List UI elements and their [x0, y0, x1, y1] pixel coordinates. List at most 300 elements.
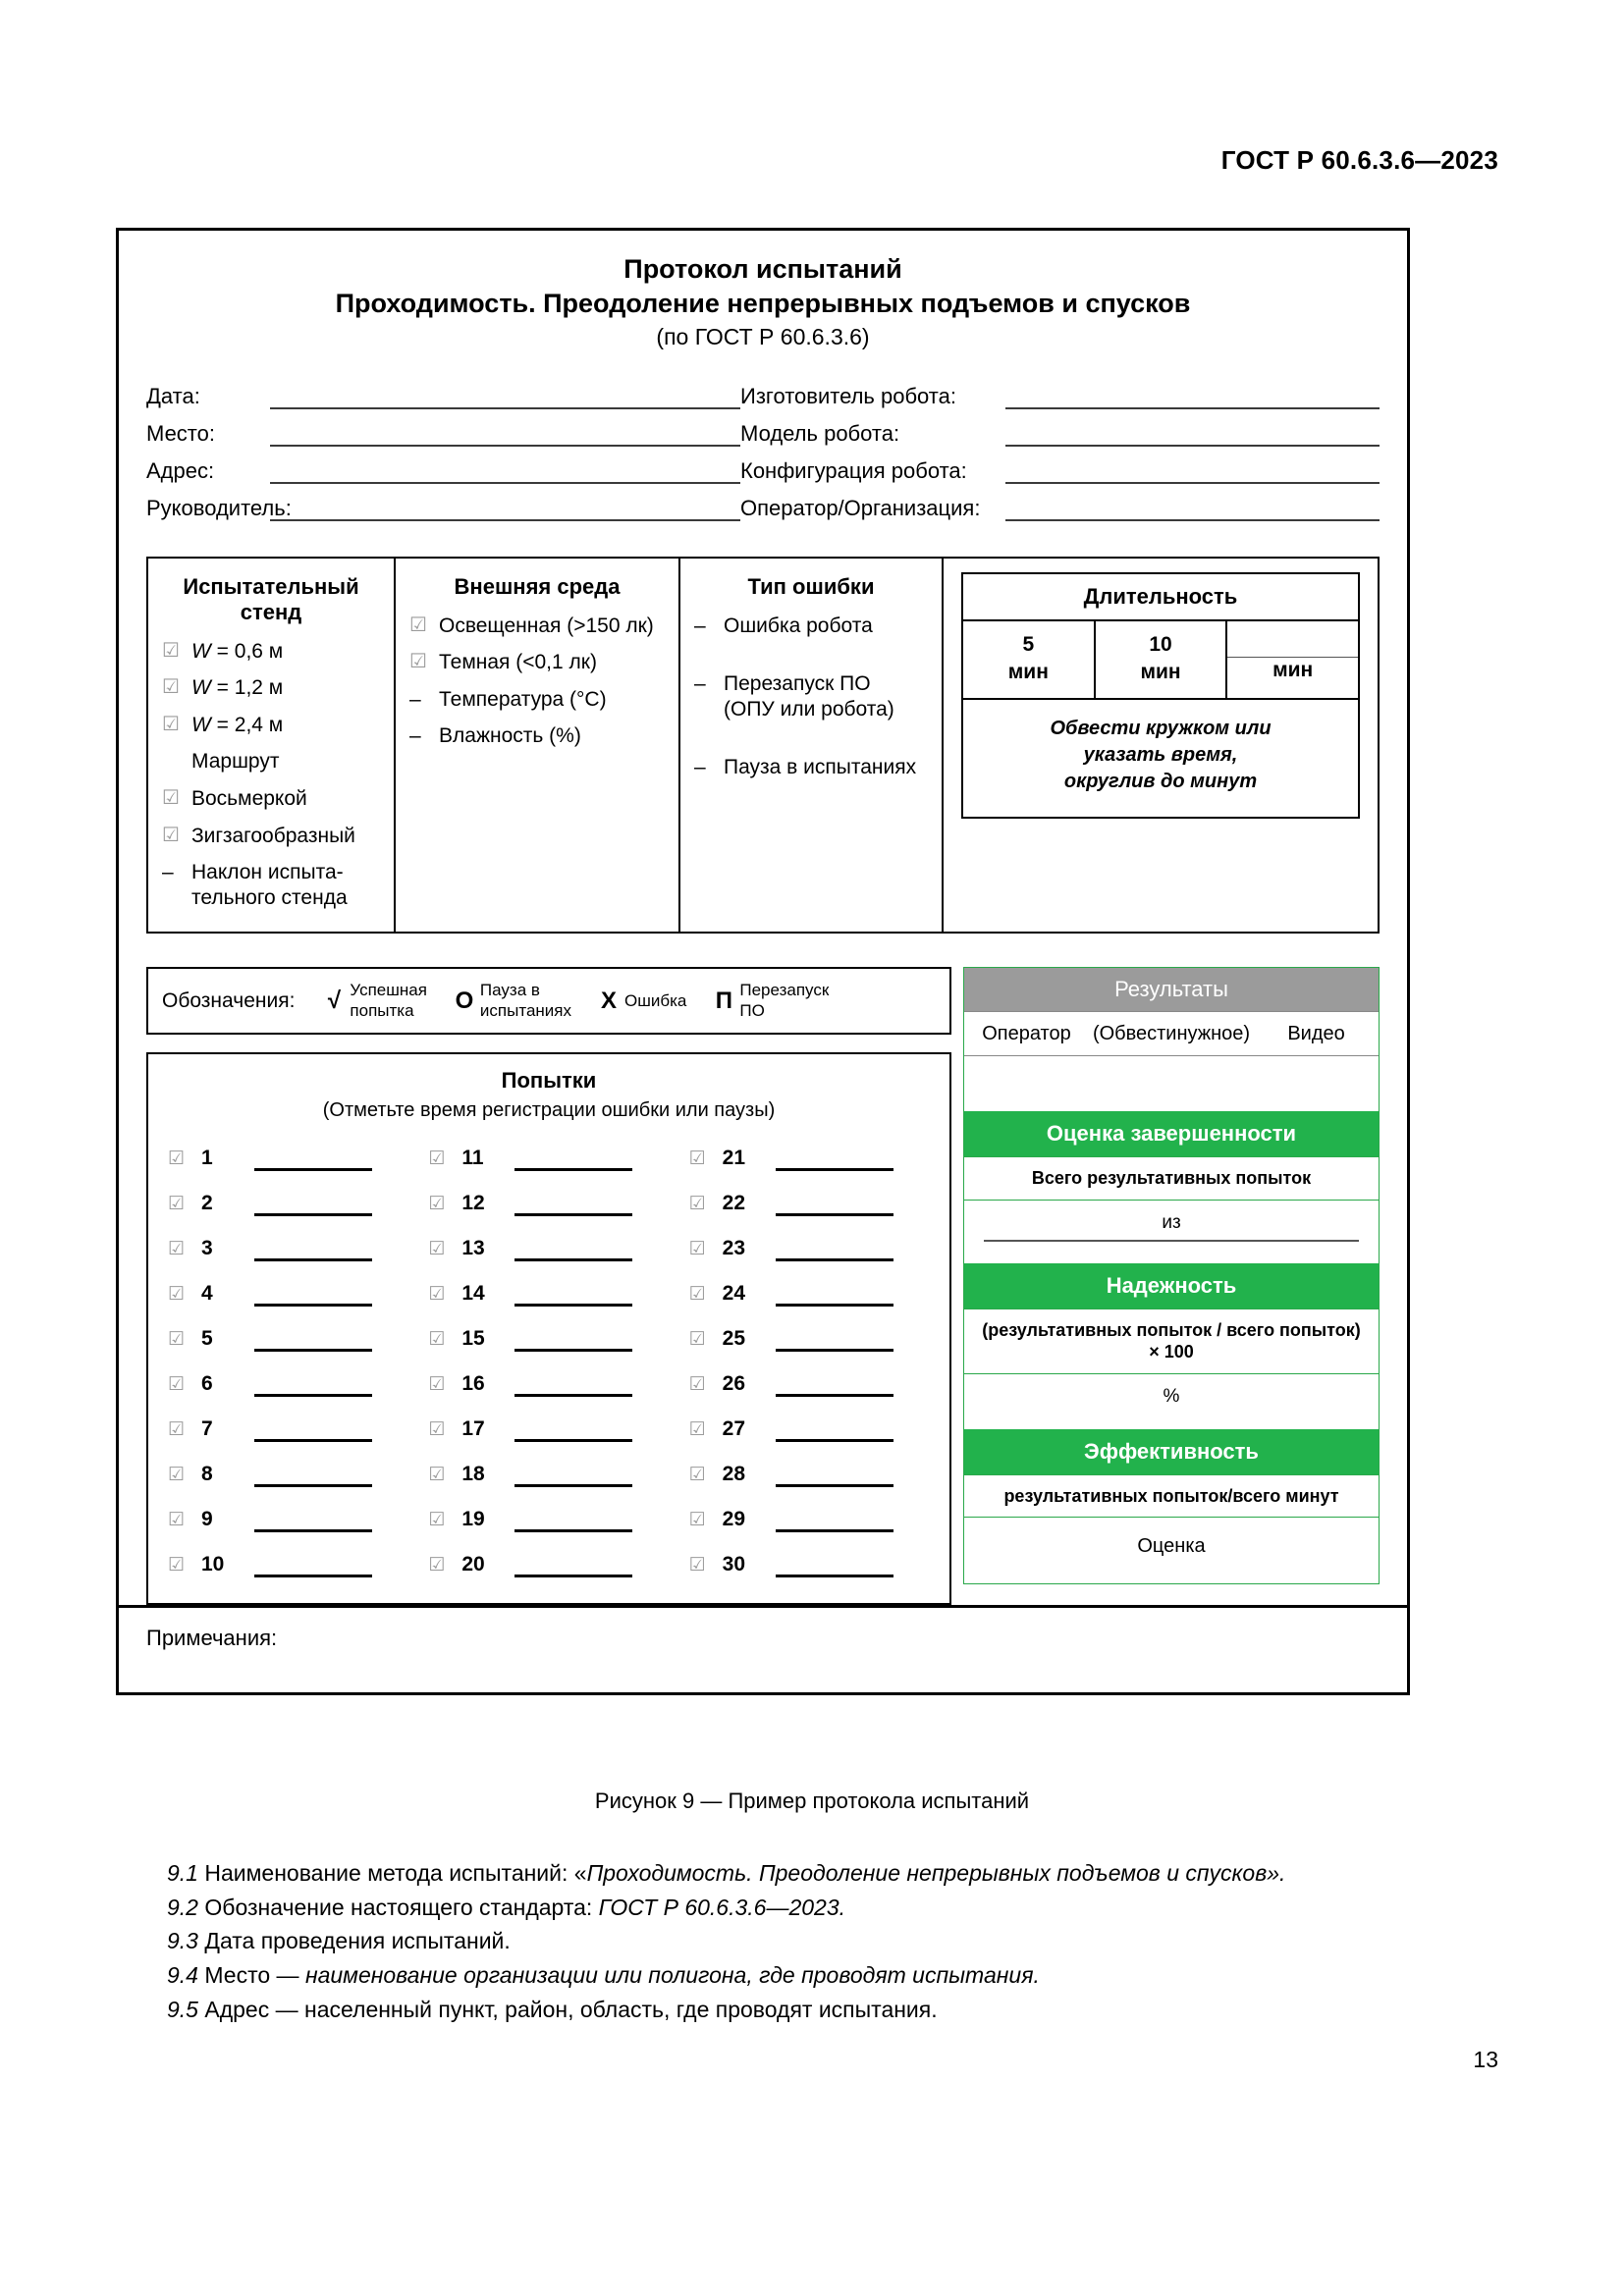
- results-header: Результаты: [964, 968, 1379, 1011]
- efficiency-formula: результативных попыток/всего минут: [964, 1474, 1379, 1518]
- attempt-row[interactable]: [418, 1542, 678, 1587]
- notes-row[interactable]: [119, 1605, 1407, 1692]
- option-label-dark: Темная (<0,1 лк): [439, 651, 597, 674]
- paragraph-9-5-number: 9.5: [167, 1996, 198, 2022]
- completeness-header: Оценка завершенности: [964, 1111, 1379, 1156]
- config-header-testbed: Испытательный стенд: [183, 573, 359, 624]
- option-label-software-restart: [724, 671, 928, 721]
- checkbox-icon[interactable]: ☑: [688, 1373, 706, 1395]
- duration-value-5: 5: [1022, 632, 1035, 656]
- option-w24[interactable]: [162, 713, 380, 738]
- attempt-time-input[interactable]: [514, 1192, 632, 1216]
- option-incline[interactable]: [162, 860, 380, 910]
- pi-letter-icon: П: [715, 987, 732, 1014]
- legend-label-pause-line2: испытаниях: [479, 1000, 571, 1020]
- results-section: [963, 967, 1380, 1584]
- attempt-row[interactable]: [158, 1362, 418, 1407]
- checkbox-icon[interactable]: ☑: [168, 1283, 186, 1305]
- option-zigzag[interactable]: [162, 824, 380, 849]
- checkbox-icon[interactable]: ☑: [688, 1554, 706, 1575]
- protocol-title-line1: Протокол испытаний: [623, 254, 902, 284]
- results-col-circle-line1: (Обвести: [1092, 1023, 1177, 1045]
- option-label-w06: W = 0,6 м: [191, 639, 284, 663]
- option-label-w24: W = 2,4 м: [191, 713, 284, 736]
- field-input-configuration[interactable]: [1005, 453, 1380, 484]
- attempt-number: 22: [722, 1192, 746, 1215]
- config-column-environment: [394, 559, 678, 933]
- field-input-place[interactable]: [270, 415, 740, 447]
- attempt-row[interactable]: [679, 1316, 940, 1362]
- attempt-time-input[interactable]: [776, 1553, 893, 1577]
- duration-table: [961, 572, 1360, 820]
- config-header-error-type: Тип ошибки: [747, 573, 875, 599]
- checkbox-icon[interactable]: ☑: [688, 1283, 706, 1305]
- option-label-software-restart-line2: (ОПУ или робота): [724, 697, 894, 721]
- notes-label: Примечания:: [146, 1626, 278, 1651]
- checkbox-icon[interactable]: ☑: [162, 676, 180, 699]
- attempt-time-input[interactable]: [254, 1147, 372, 1171]
- attempt-row[interactable]: [418, 1181, 678, 1226]
- duration-unit-custom: мин: [1272, 658, 1314, 681]
- checkbox-icon[interactable]: ☑: [168, 1418, 186, 1440]
- attempt-time-input[interactable]: [776, 1508, 893, 1532]
- duration-options-row: [963, 621, 1358, 701]
- field-row-place: [146, 409, 740, 447]
- protocol-title-reference: (по ГОСТ Р 60.6.3.6): [656, 324, 870, 350]
- checkbox-icon[interactable]: ☑: [162, 824, 180, 846]
- option-label-figure-eight: Восьмеркой: [191, 787, 307, 811]
- checkbox-icon[interactable]: ☑: [688, 1464, 706, 1485]
- results-entry-row[interactable]: [964, 1055, 1379, 1111]
- attempt-time-input[interactable]: [514, 1282, 632, 1307]
- duration-unit-5: мин: [1007, 660, 1049, 683]
- attempt-row[interactable]: [418, 1362, 678, 1407]
- paragraph-9-2-number: 9.2: [167, 1894, 198, 1920]
- attempt-time-input[interactable]: [514, 1417, 632, 1442]
- configuration-table: [146, 557, 1380, 934]
- attempt-row[interactable]: [158, 1316, 418, 1362]
- checkbox-icon[interactable]: ☑: [688, 1418, 706, 1440]
- checkbox-icon[interactable]: ☑: [428, 1418, 446, 1440]
- field-label-address: Адрес:: [146, 457, 215, 483]
- reliability-formula-line2: × 100: [1149, 1342, 1194, 1362]
- legend-item-restart: [708, 981, 829, 1021]
- checkbox-icon[interactable]: ☑: [428, 1328, 446, 1350]
- legend-item-pause: [449, 981, 571, 1021]
- checkbox-icon[interactable]: ☑: [428, 1148, 446, 1169]
- attempt-number: 14: [461, 1282, 485, 1306]
- attempt-time-input[interactable]: [254, 1553, 372, 1577]
- paragraph-9-5-text: Адрес — населенный пункт, район, область, где проводят испытания.: [204, 1996, 938, 2022]
- field-row-operator-org: [740, 484, 1380, 521]
- option-label-robot-error: Ошибка робота: [724, 614, 873, 637]
- attempt-row[interactable]: [679, 1362, 940, 1407]
- attempt-number: 24: [722, 1282, 746, 1306]
- attempt-number: 8: [201, 1463, 213, 1486]
- attempt-time-input[interactable]: [514, 1147, 632, 1171]
- completeness-of-label: из: [1162, 1211, 1181, 1233]
- option-label-software-restart-line1: Перезапуск ПО: [724, 672, 871, 696]
- completeness-label: Всего результативных попыток: [964, 1156, 1379, 1200]
- legend-label-error: Ошибка: [623, 990, 687, 1010]
- option-label-zigzag: Зигзагообразный: [191, 824, 355, 847]
- attempt-number: 1: [201, 1147, 213, 1170]
- fields-divider: [119, 527, 1407, 557]
- attempt-row[interactable]: [418, 1316, 678, 1362]
- field-row-model: [740, 409, 1380, 447]
- attempt-number: 15: [461, 1327, 485, 1351]
- attempt-time-input[interactable]: [776, 1192, 893, 1216]
- field-label-configuration: Конфигурация робота:: [740, 457, 967, 483]
- legend-item-success: [318, 981, 427, 1021]
- attempts-subheader: (Отметьте время регистрации ошибки или паузы): [322, 1099, 776, 1122]
- attempt-row[interactable]: [418, 1226, 678, 1271]
- legend-bar: [146, 967, 951, 1035]
- dash-icon: –: [694, 614, 706, 637]
- efficiency-value[interactable]: Оценка: [964, 1517, 1379, 1583]
- attempt-row[interactable]: [679, 1181, 940, 1226]
- reliability-unit: %: [1163, 1385, 1180, 1407]
- checkbox-icon[interactable]: ☑: [688, 1509, 706, 1530]
- paragraph-9-3-text: Дата проведения испытаний.: [204, 1928, 511, 1954]
- paragraph-9-3-number: 9.3: [167, 1928, 198, 1954]
- results-table: [963, 967, 1380, 1584]
- attempt-row[interactable]: [418, 1497, 678, 1542]
- reliability-formula: [964, 1308, 1379, 1373]
- attempts-column-1: [158, 1136, 418, 1587]
- attempt-time-input[interactable]: [776, 1147, 893, 1171]
- duration-custom-divider: [1227, 657, 1358, 658]
- attempt-time-input[interactable]: [254, 1282, 372, 1307]
- checkbox-icon[interactable]: ☑: [162, 639, 180, 662]
- option-w12[interactable]: [162, 675, 380, 701]
- config-column-error-type: [678, 559, 942, 933]
- config-column-duration: [942, 559, 1378, 933]
- results-col-video: Видео: [1287, 1023, 1345, 1045]
- checkbox-icon[interactable]: ☑: [428, 1283, 446, 1305]
- duration-note-line1: Обвести кружком или: [1050, 718, 1272, 740]
- attempt-row[interactable]: [158, 1452, 418, 1497]
- checkbox-icon[interactable]: ☑: [409, 614, 427, 636]
- attempt-time-input[interactable]: [254, 1327, 372, 1352]
- paragraph-9-4-number: 9.4: [167, 1961, 198, 1988]
- reliability-value[interactable]: [964, 1373, 1379, 1429]
- attempt-time-input[interactable]: [514, 1463, 632, 1487]
- checkbox-icon[interactable]: ☑: [428, 1373, 446, 1395]
- attempt-time-input[interactable]: [776, 1372, 893, 1397]
- checkbox-icon[interactable]: ☑: [688, 1148, 706, 1169]
- checkbox-icon[interactable]: ☑: [428, 1238, 446, 1259]
- attempt-row[interactable]: [679, 1542, 940, 1587]
- legend-label-pause-line1: Пауза в: [479, 981, 540, 1000]
- attempt-number: 27: [722, 1417, 746, 1441]
- attempt-number: 4: [201, 1282, 213, 1306]
- option-label-incline: [191, 860, 380, 910]
- attempt-time-input[interactable]: [776, 1327, 893, 1352]
- attempts-section: [146, 967, 951, 1605]
- protocol-title-block: [119, 231, 1407, 360]
- attempt-row[interactable]: [158, 1271, 418, 1316]
- field-input-supervisor[interactable]: [270, 490, 740, 521]
- checkbox-icon[interactable]: ☑: [428, 1554, 446, 1575]
- checkbox-icon[interactable]: ☑: [162, 787, 180, 810]
- attempt-number: 6: [201, 1372, 213, 1396]
- legend-title: Обозначения:: [162, 988, 296, 1012]
- duration-note: [963, 700, 1358, 817]
- attempt-row[interactable]: [679, 1407, 940, 1452]
- attempt-number: 25: [722, 1327, 746, 1351]
- option-lit[interactable]: [409, 614, 665, 639]
- checkbox-icon[interactable]: ☑: [168, 1328, 186, 1350]
- attempt-time-input[interactable]: [514, 1372, 632, 1397]
- attempt-number: 13: [461, 1237, 485, 1260]
- config-column-testbed: [148, 559, 394, 933]
- attempt-number: 10: [201, 1553, 225, 1576]
- attempt-time-input[interactable]: [514, 1237, 632, 1261]
- duration-option-5min[interactable]: [963, 621, 1094, 699]
- checkbox-icon[interactable]: ☑: [162, 713, 180, 735]
- dash-icon: –: [409, 687, 421, 711]
- legend-label-restart: [739, 981, 829, 1021]
- checkbox-icon[interactable]: ☑: [168, 1238, 186, 1259]
- field-row-address: [146, 447, 740, 484]
- field-label-supervisor: Руководитель:: [146, 495, 292, 520]
- checkbox-icon[interactable]: ☑: [688, 1328, 706, 1350]
- duration-note-line2: указать время,: [1083, 744, 1238, 767]
- attempt-row[interactable]: [679, 1497, 940, 1542]
- attempt-time-input[interactable]: [254, 1192, 372, 1216]
- attempt-row[interactable]: [418, 1407, 678, 1452]
- field-row-configuration: [740, 447, 1380, 484]
- option-label-test-pause: Пауза в испытаниях: [724, 756, 917, 779]
- results-col-circle-needed: [1089, 1012, 1254, 1055]
- attempt-number: 30: [722, 1553, 746, 1576]
- results-col-operator: Оператор: [982, 1023, 1071, 1045]
- identity-fields-right: [740, 372, 1380, 521]
- attempt-time-input[interactable]: [254, 1463, 372, 1487]
- legend-label-success-line1: Успешная: [350, 981, 427, 1000]
- attempt-row[interactable]: [679, 1136, 940, 1181]
- attempt-number: 2: [201, 1192, 213, 1215]
- option-temperature[interactable]: [409, 687, 665, 713]
- attempt-number: 26: [722, 1372, 746, 1396]
- attempt-number: 28: [722, 1463, 746, 1486]
- paragraph-9-1-text: Наименование метода испытаний: «: [204, 1860, 587, 1886]
- legend-item-error: [593, 988, 686, 1015]
- paragraph-9-1-number: 9.1: [167, 1860, 198, 1886]
- paragraph-9-2-italic: ГОСТ Р 60.6.3.6—2023.: [598, 1894, 846, 1920]
- attempts-column-3: [679, 1136, 940, 1587]
- paragraph-9-1-italic: Проходимость. Преодоление непрерывных подъемов и спусков: [586, 1860, 1268, 1886]
- field-input-manufacturer[interactable]: [1005, 378, 1380, 409]
- attempt-time-input[interactable]: [254, 1372, 372, 1397]
- attempt-time-input[interactable]: [254, 1417, 372, 1442]
- dash-icon: –: [162, 861, 174, 884]
- attempts-column-2: [418, 1136, 678, 1587]
- option-test-pause[interactable]: [694, 755, 928, 780]
- dash-icon: –: [409, 724, 421, 748]
- attempt-row[interactable]: [679, 1226, 940, 1271]
- checkbox-icon[interactable]: ☑: [168, 1148, 186, 1169]
- identity-fields: [119, 360, 1407, 527]
- duration-option-custom[interactable]: [1225, 621, 1358, 699]
- paragraph-9-1-tail: ».: [1267, 1860, 1286, 1886]
- paragraph-9-3: [116, 1925, 1412, 1957]
- results-columns-header: [964, 1011, 1379, 1055]
- legend-label-success: [350, 981, 427, 1021]
- attempt-number: 18: [461, 1463, 485, 1486]
- field-input-model[interactable]: [1005, 415, 1380, 447]
- attempt-number: 29: [722, 1508, 746, 1531]
- attempt-row[interactable]: [158, 1497, 418, 1542]
- field-label-place: Место:: [146, 420, 215, 446]
- paragraph-9-4: [116, 1959, 1412, 1992]
- option-dark[interactable]: [409, 650, 665, 675]
- duration-value-10: 10: [1149, 632, 1172, 656]
- attempt-number: 21: [722, 1147, 746, 1170]
- attempt-number: 20: [461, 1553, 485, 1576]
- checkbox-icon[interactable]: ☑: [688, 1238, 706, 1259]
- attempt-row[interactable]: [158, 1226, 418, 1271]
- attempt-time-input[interactable]: [776, 1417, 893, 1442]
- paragraph-9-2: [116, 1892, 1412, 1924]
- body-paragraphs: [116, 1857, 1412, 2027]
- checkbox-icon[interactable]: ☑: [428, 1509, 446, 1530]
- attempt-time-input[interactable]: [776, 1237, 893, 1261]
- attempt-number: 16: [461, 1372, 485, 1396]
- paragraph-9-2-text: Обозначение настоящего стандарта:: [204, 1894, 599, 1920]
- option-humidity[interactable]: [409, 723, 665, 749]
- field-label-model: Модель робота:: [740, 420, 900, 446]
- field-row-manufacturer: [740, 372, 1380, 409]
- paragraph-9-4-text: Место —: [204, 1961, 305, 1988]
- completeness-input-line[interactable]: [984, 1240, 1359, 1242]
- option-label-humidity: Влажность (%): [439, 724, 581, 748]
- protocol-form: [116, 228, 1410, 1695]
- config-header-environment: Внешняя среда: [454, 573, 621, 599]
- efficiency-header: Эффективность: [964, 1429, 1379, 1474]
- paragraph-9-1: [116, 1857, 1412, 1890]
- legend-label-restart-line2: ПО: [739, 1000, 765, 1020]
- attempt-row[interactable]: [679, 1271, 940, 1316]
- attempts-grid: [158, 1136, 940, 1587]
- attempt-row[interactable]: [158, 1542, 418, 1587]
- option-label-lit: Освещенная (>150 лк): [439, 614, 654, 637]
- page-number: 13: [1473, 2047, 1498, 2072]
- legend-label-restart-line1: Перезапуск: [739, 981, 830, 1000]
- field-label-date: Дата:: [146, 383, 200, 408]
- results-col-circle-line2: нужное): [1176, 1023, 1251, 1045]
- field-label-operator-org: Оператор/Организация:: [740, 495, 981, 520]
- checkbox-icon[interactable]: ☑: [168, 1464, 186, 1485]
- paragraph-9-5: [116, 1994, 1412, 2026]
- x-mark-icon: X: [600, 987, 617, 1014]
- field-label-manufacturer: Изготовитель робота:: [740, 383, 956, 408]
- attempt-row[interactable]: [418, 1136, 678, 1181]
- attempt-row[interactable]: [418, 1452, 678, 1497]
- subgroup-label-route: Маршрут: [191, 750, 280, 774]
- lower-section: [119, 934, 1407, 1605]
- field-input-date[interactable]: [270, 378, 740, 409]
- attempt-number: 11: [461, 1147, 484, 1170]
- field-input-address[interactable]: [270, 453, 740, 484]
- attempt-time-input[interactable]: [514, 1327, 632, 1352]
- reliability-formula-line1: (результативных попыток / всего попыток): [982, 1319, 1361, 1340]
- option-w06[interactable]: [162, 639, 380, 665]
- attempt-time-input[interactable]: [776, 1282, 893, 1307]
- attempt-row[interactable]: [158, 1181, 418, 1226]
- option-label-incline-line1: Наклон испыта-: [191, 861, 344, 884]
- attempt-time-input[interactable]: [514, 1553, 632, 1577]
- checkbox-icon[interactable]: ☑: [428, 1464, 446, 1485]
- protocol-title-line2: Проходимость. Преодоление непрерывных подъемов и спусков: [335, 288, 1191, 318]
- attempt-time-input[interactable]: [514, 1508, 632, 1532]
- identity-fields-left: [146, 372, 740, 521]
- field-row-supervisor: [146, 484, 740, 521]
- checkbox-icon[interactable]: ☑: [409, 651, 427, 673]
- running-head: ГОСТ Р 60.6.3.6—2023: [1220, 145, 1498, 175]
- attempt-row[interactable]: [418, 1271, 678, 1316]
- circle-o-icon: O: [455, 987, 474, 1014]
- attempt-number: 9: [201, 1508, 213, 1531]
- attempt-number: 7: [201, 1417, 213, 1441]
- attempt-row[interactable]: [158, 1136, 418, 1181]
- attempts-header: Попытки: [501, 1068, 597, 1094]
- checkbox-icon[interactable]: ☑: [168, 1373, 186, 1395]
- attempt-number: 19: [461, 1508, 485, 1531]
- attempt-number: 23: [722, 1237, 746, 1260]
- legend-label-success-line2: попытка: [350, 1000, 414, 1020]
- paragraph-9-4-italic: наименование организации или полигона, где проводят испытания.: [304, 1961, 1040, 1988]
- check-mark-icon: √: [327, 987, 341, 1014]
- duration-option-10min[interactable]: [1094, 621, 1226, 699]
- duration-note-line3: округлив до минут: [1063, 771, 1258, 793]
- checkbox-icon[interactable]: ☑: [168, 1509, 186, 1530]
- field-input-operator-org[interactable]: [1005, 490, 1380, 521]
- duration-header: Длительность: [963, 574, 1358, 621]
- attempt-row[interactable]: [679, 1452, 940, 1497]
- option-label-w12: W = 1,2 м: [191, 676, 284, 700]
- figure-caption: Рисунок 9 — Пример протокола испытаний: [594, 1789, 1030, 1813]
- dash-icon: –: [694, 672, 706, 696]
- attempt-number: 3: [201, 1237, 213, 1260]
- checkbox-icon[interactable]: ☑: [428, 1193, 446, 1214]
- attempt-number: 5: [201, 1327, 213, 1351]
- attempt-time-input[interactable]: [776, 1463, 893, 1487]
- option-label-temperature: Температура (°C): [439, 687, 607, 711]
- attempt-time-input[interactable]: [254, 1508, 372, 1532]
- reliability-header: Надежность: [964, 1263, 1379, 1308]
- option-figure-eight[interactable]: [162, 786, 380, 812]
- option-software-restart[interactable]: [694, 671, 928, 721]
- checkbox-icon[interactable]: ☑: [688, 1193, 706, 1214]
- completeness-value[interactable]: [964, 1200, 1379, 1263]
- attempts-table: [146, 1052, 951, 1605]
- attempt-time-input[interactable]: [254, 1237, 372, 1261]
- configuration-section: [119, 557, 1407, 934]
- subgroup-route: [162, 749, 380, 774]
- checkbox-icon[interactable]: ☑: [168, 1554, 186, 1575]
- duration-unit-10: мин: [1140, 660, 1181, 683]
- attempt-number: 17: [461, 1417, 485, 1441]
- checkbox-icon[interactable]: ☑: [168, 1193, 186, 1214]
- attempt-number: 12: [461, 1192, 485, 1215]
- attempt-row[interactable]: [158, 1407, 418, 1452]
- option-label-incline-line2: тельного стенда: [191, 885, 348, 909]
- field-row-date: [146, 372, 740, 409]
- legend-label-pause: [480, 981, 571, 1021]
- option-robot-error[interactable]: [694, 614, 928, 639]
